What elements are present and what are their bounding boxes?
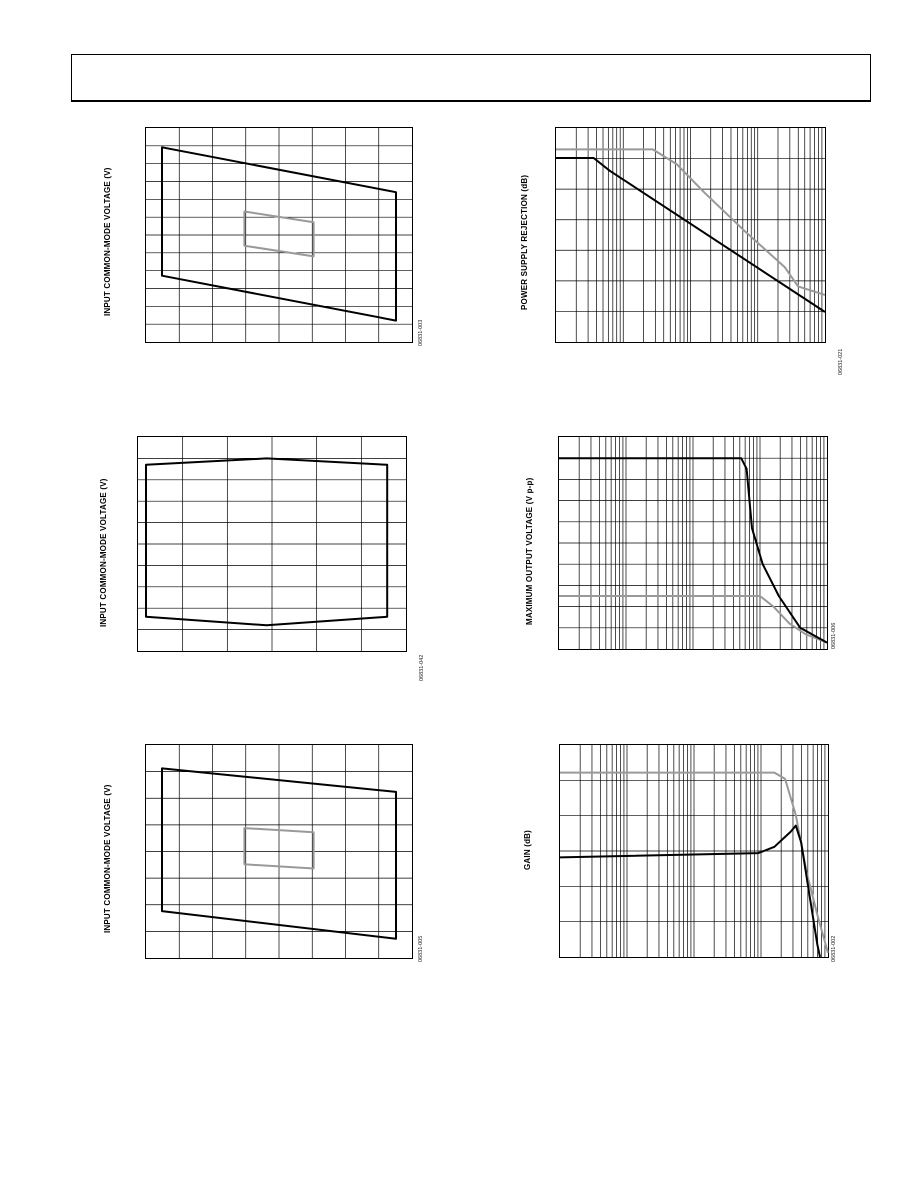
figure-id: 06831-005 <box>418 935 424 962</box>
grid <box>559 437 827 649</box>
plot-area <box>559 744 829 958</box>
plot-svg <box>146 745 412 958</box>
plot-area <box>137 436 407 652</box>
page-header-box <box>71 54 871 102</box>
figure-id: 06831-002 <box>831 935 837 962</box>
y-axis-label: INPUT COMMON-MODE VOLTAGE (V) <box>103 784 112 933</box>
figure-id: 06831-006 <box>831 622 837 649</box>
series-curve-1 <box>146 458 387 625</box>
plot-area <box>558 436 828 650</box>
plot-svg <box>559 437 827 649</box>
figure-id: 06831-042 <box>419 654 425 681</box>
figure-id: 06831-021 <box>838 348 844 375</box>
y-axis-label: POWER SUPPLY REJECTION (dB) <box>520 174 529 310</box>
y-axis-label: INPUT COMMON-MODE VOLTAGE (V) <box>103 167 112 316</box>
y-axis-label: INPUT COMMON-MODE VOLTAGE (V) <box>99 478 108 627</box>
plot-area <box>555 127 826 343</box>
grid <box>146 745 412 958</box>
grid <box>146 128 412 342</box>
plot-svg <box>560 745 828 957</box>
plot-area <box>145 127 413 343</box>
plot-svg <box>556 128 825 342</box>
grid <box>560 745 828 957</box>
y-axis-label: GAIN (dB) <box>523 829 532 870</box>
plot-svg <box>138 437 406 651</box>
plot-area <box>145 744 413 959</box>
y-axis-label: MAXIMUM OUTPUT VOLTAGE (V p-p) <box>525 477 534 625</box>
plot-svg <box>146 128 412 342</box>
figure-id: 06831-003 <box>418 319 424 346</box>
